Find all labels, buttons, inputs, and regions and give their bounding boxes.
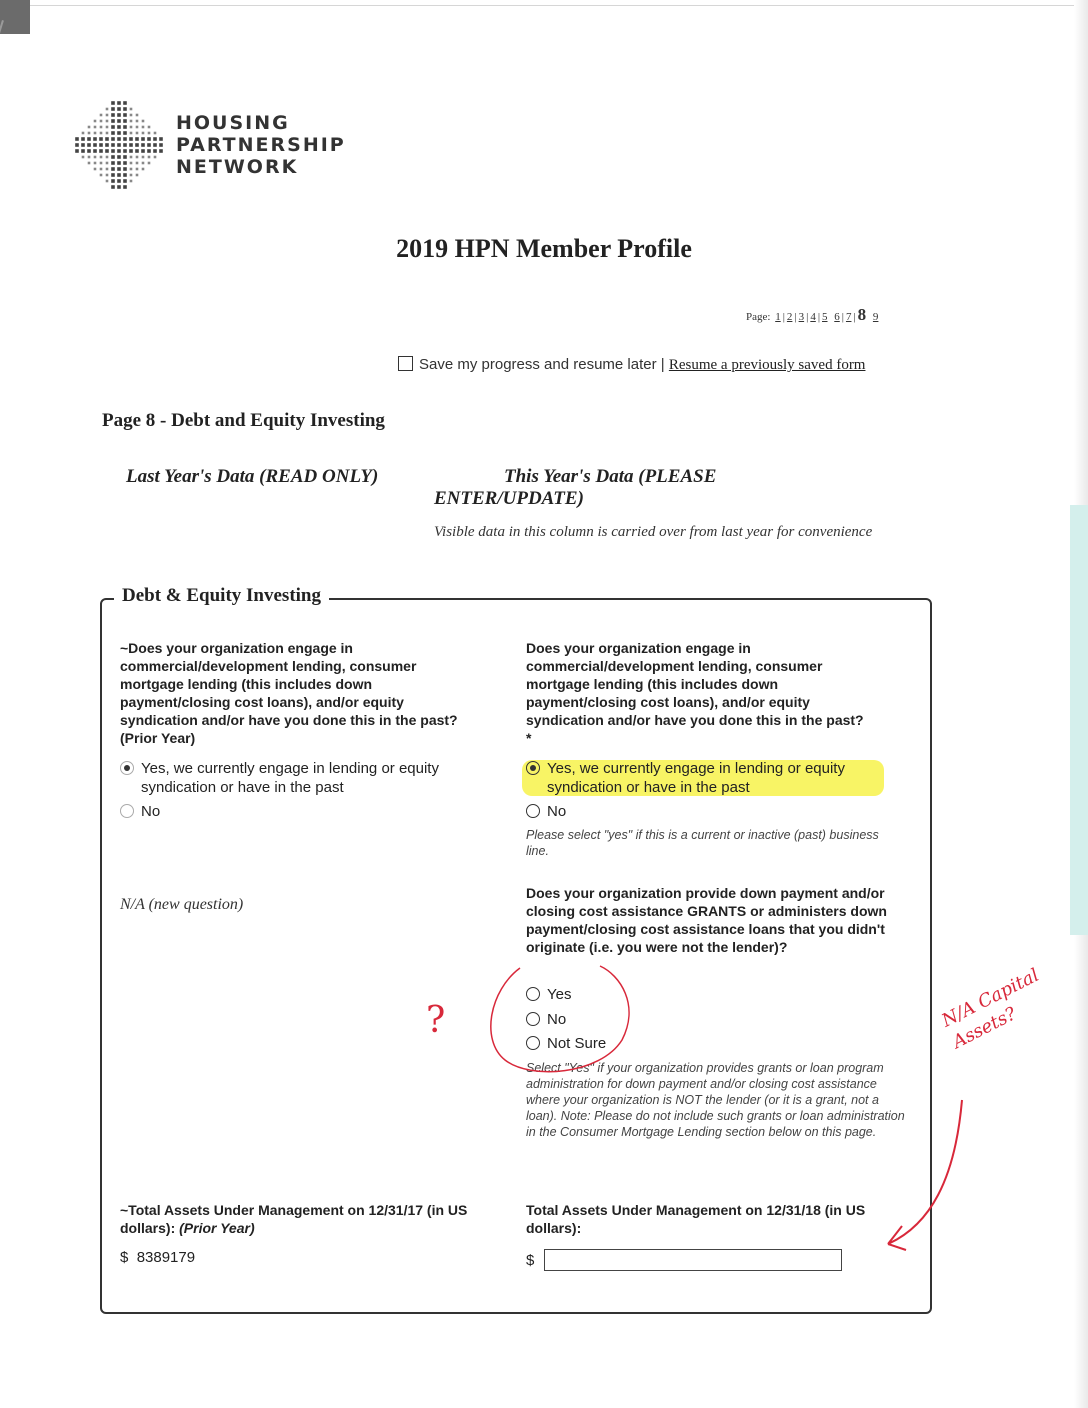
logo-dot bbox=[123, 179, 127, 183]
logo-dot bbox=[99, 137, 103, 141]
logo-dot bbox=[153, 149, 157, 153]
logo-dot bbox=[154, 132, 157, 135]
logo-dot bbox=[136, 126, 139, 129]
save-progress-checkbox[interactable] bbox=[398, 356, 413, 371]
logo-dot bbox=[100, 162, 103, 165]
logo-dot bbox=[94, 126, 97, 129]
logo-dot bbox=[153, 143, 157, 147]
logo-dot bbox=[130, 162, 133, 165]
logo-dot bbox=[111, 161, 115, 165]
logo-dot bbox=[142, 126, 145, 129]
logo-dot bbox=[99, 149, 103, 153]
logo-dot bbox=[94, 168, 97, 171]
logo-dot bbox=[111, 155, 115, 159]
logo-dot bbox=[136, 174, 139, 177]
this-year-column-header: This Year's Data (PLEASE ENTER/UPDATE) bbox=[434, 466, 717, 509]
page-link-4[interactable]: 4 bbox=[810, 311, 816, 323]
logo-dot bbox=[99, 143, 103, 147]
logo-dot bbox=[87, 137, 91, 141]
logo-dot bbox=[111, 113, 115, 117]
q3-current-currency: $ bbox=[526, 1252, 535, 1269]
pagination: Page: 1 | 2 | 3 | 4 | 5 6 | 7 | 8 9 bbox=[746, 305, 879, 324]
logo-dot bbox=[135, 143, 139, 147]
page-link-1[interactable]: 1 bbox=[775, 311, 781, 323]
logo-dot bbox=[130, 132, 133, 135]
logo-dot bbox=[100, 168, 103, 171]
logo-dot bbox=[159, 137, 163, 141]
q1-current-no-option[interactable] bbox=[526, 802, 726, 821]
page-link-2[interactable]: 2 bbox=[786, 311, 793, 323]
logo-dot bbox=[81, 143, 85, 147]
q2-current-label: Does your organization provide down payment and/or closing cost assistance GRANTS or administers down payment/closing cost assistance loans that you didn't originate (i.e. you were not the lender)? bbox=[526, 885, 887, 955]
logo-dot bbox=[148, 162, 151, 165]
logo-dot bbox=[136, 114, 139, 117]
resume-saved-form-link[interactable]: Resume a previously saved form bbox=[668, 357, 866, 373]
logo-dot bbox=[93, 143, 97, 147]
logo-dot bbox=[141, 149, 145, 153]
q1-prior-no-radio bbox=[120, 804, 134, 818]
logo-dot bbox=[154, 156, 157, 159]
save-progress-row bbox=[398, 356, 865, 374]
logo-dot bbox=[117, 167, 121, 171]
logo-dot bbox=[142, 120, 145, 123]
logo-dot bbox=[100, 114, 103, 117]
logo-dot bbox=[123, 101, 127, 105]
logo-dot bbox=[100, 132, 103, 135]
logo-dot bbox=[117, 173, 121, 177]
logo-dot bbox=[117, 131, 121, 135]
logo-dot bbox=[82, 156, 85, 159]
q3-prior-label-suffix: (Prior Year) bbox=[179, 1220, 255, 1236]
q3-prior-label-main: ~Total Assets Under Management on 12/31/17 (in US dollars): bbox=[120, 1202, 468, 1236]
logo-dot bbox=[141, 137, 145, 141]
scan-fold-line bbox=[0, 20, 4, 174]
logo-dot bbox=[142, 162, 145, 165]
logo-dot bbox=[142, 156, 145, 159]
logo-dot bbox=[106, 120, 109, 123]
logo-dot bbox=[94, 162, 97, 165]
total-assets-input[interactable] bbox=[544, 1249, 842, 1271]
logo-dot bbox=[106, 174, 109, 177]
logo-dot bbox=[130, 114, 133, 117]
logo-dot bbox=[117, 149, 121, 153]
logo-dot bbox=[88, 162, 91, 165]
logo-dot bbox=[117, 119, 121, 123]
logo-dot bbox=[135, 149, 139, 153]
logo-dot bbox=[105, 137, 109, 141]
logo-dot bbox=[129, 149, 133, 153]
logo-line-3: NETWORK bbox=[176, 156, 299, 178]
logo-dot bbox=[123, 131, 127, 135]
logo-dot bbox=[159, 143, 163, 147]
q1-current-yes-radio[interactable] bbox=[526, 761, 540, 775]
page-link-7[interactable]: 7 bbox=[845, 311, 852, 323]
pagination-label: Page: bbox=[746, 311, 771, 323]
logo-dot bbox=[123, 167, 127, 171]
scan-tab-strip bbox=[1070, 505, 1088, 935]
q2-yes-label[interactable]: Yes bbox=[547, 986, 572, 1003]
logo-dot bbox=[129, 143, 133, 147]
logo-dot bbox=[123, 173, 127, 177]
save-separator: | bbox=[660, 356, 665, 373]
logo-line-2: PARTNERSHIP bbox=[176, 134, 346, 156]
q1-current-no-label[interactable]: No bbox=[547, 803, 567, 820]
q2-no-option[interactable] bbox=[526, 1010, 726, 1029]
logo-dot bbox=[153, 137, 157, 141]
logo-dot bbox=[117, 185, 121, 189]
logo-dot bbox=[88, 156, 91, 159]
save-progress-label[interactable]: Save my progress and resume later bbox=[419, 356, 657, 373]
q1-current-yes-option[interactable] bbox=[526, 759, 896, 797]
logo-dot bbox=[136, 120, 139, 123]
logo-dot bbox=[111, 149, 115, 153]
logo-dot bbox=[136, 168, 139, 171]
q1-prior-no-option bbox=[120, 802, 320, 821]
logo-dot bbox=[87, 143, 91, 147]
this-year-column-note: Visible data in this column is carried over from last year for convenience bbox=[434, 524, 873, 540]
logo-dot bbox=[117, 137, 121, 141]
logo-dot bbox=[75, 149, 79, 153]
logo-dot bbox=[81, 149, 85, 153]
scan-top-edge bbox=[30, 5, 1088, 6]
q1-hint: Please select "yes" if this is a current or inactive (past) business line. bbox=[526, 828, 879, 858]
logo-dot bbox=[111, 173, 115, 177]
page-link-3[interactable]: 3 bbox=[798, 311, 805, 323]
q2-yes-radio[interactable] bbox=[526, 987, 540, 1001]
q1-prior-yes-label: Yes, we currently engage in lending or equity syndication or have in the past bbox=[141, 760, 439, 796]
logo-dot bbox=[82, 132, 85, 135]
logo-dot bbox=[111, 107, 115, 111]
q1-prior-yes-option bbox=[120, 759, 490, 797]
logo-dot bbox=[100, 120, 103, 123]
logo-dot bbox=[129, 137, 133, 141]
q2-not-sure-radio[interactable] bbox=[526, 1036, 540, 1050]
logo-dot bbox=[111, 131, 115, 135]
logo-dot bbox=[88, 132, 91, 135]
q3-prior-value: 8389179 bbox=[136, 1249, 196, 1266]
logo-dot bbox=[141, 143, 145, 147]
logo-dot bbox=[106, 114, 109, 117]
q1-prior-yes-radio bbox=[120, 761, 134, 775]
scan-corner-mark bbox=[0, 0, 30, 34]
logo-dot bbox=[159, 149, 163, 153]
page-link-9[interactable]: 9 bbox=[872, 311, 879, 323]
fieldset-legend: Debt & Equity Investing bbox=[114, 585, 329, 607]
logo-dot bbox=[117, 179, 121, 183]
logo-dot bbox=[106, 162, 109, 165]
logo-dot bbox=[130, 174, 133, 177]
q1-current-yes-label[interactable]: Yes, we currently engage in lending or equity syndication or have in the past bbox=[547, 760, 845, 796]
q3-current-label: Total Assets Under Management on 12/31/18 (in US dollars): bbox=[526, 1202, 866, 1236]
logo-dot bbox=[130, 180, 133, 183]
logo-dot bbox=[106, 168, 109, 171]
logo-dot bbox=[123, 107, 127, 111]
ink-question-mark: ? bbox=[426, 1000, 446, 1041]
q3-prior-currency: $ bbox=[120, 1249, 129, 1266]
logo-dot bbox=[123, 149, 127, 153]
logo-dot bbox=[136, 156, 139, 159]
logo-dot bbox=[117, 101, 121, 105]
logo-dot bbox=[148, 126, 151, 129]
q1-prior-no-label: No bbox=[141, 803, 161, 820]
logo-wordmark bbox=[176, 112, 346, 178]
logo-dot bbox=[81, 137, 85, 141]
logo-dot bbox=[123, 161, 127, 165]
logo-dot bbox=[130, 168, 133, 171]
q2-not-sure-option[interactable] bbox=[526, 1034, 726, 1053]
hpn-logo bbox=[74, 100, 164, 190]
q1-current-label: Does your organization engage in commercial/development lending, consumer mortgage lending (this includes down payment/closing cost loans), and/or equity syndication and/or have you done this in the past? * bbox=[526, 640, 864, 746]
logo-dot bbox=[123, 143, 127, 147]
logo-dot bbox=[111, 179, 115, 183]
logo-dot bbox=[148, 132, 151, 135]
logo-line-1: HOUSING bbox=[176, 112, 290, 134]
logo-dot bbox=[111, 119, 115, 123]
logo-dot bbox=[94, 132, 97, 135]
logo-dot bbox=[117, 125, 121, 129]
logo-dot bbox=[142, 168, 145, 171]
page-link-6[interactable]: 6 bbox=[834, 311, 840, 323]
page-heading: Page 8 - Debt and Equity Investing bbox=[102, 410, 385, 431]
logo-dot bbox=[111, 143, 115, 147]
logo-dot bbox=[147, 137, 151, 141]
logo-dot bbox=[123, 155, 127, 159]
logo-dot bbox=[147, 149, 151, 153]
logo-dot bbox=[87, 149, 91, 153]
logo-dot bbox=[135, 137, 139, 141]
logo-dot bbox=[105, 143, 109, 147]
page-current-8: 8 bbox=[857, 305, 867, 324]
logo-dot bbox=[100, 156, 103, 159]
logo-dot bbox=[117, 143, 121, 147]
q2-no-radio[interactable] bbox=[526, 1012, 540, 1026]
q2-not-sure-label[interactable]: Not Sure bbox=[547, 1035, 607, 1052]
logo-dot bbox=[117, 161, 121, 165]
logo-dot bbox=[93, 149, 97, 153]
logo-dot bbox=[123, 185, 127, 189]
logo-dot bbox=[106, 132, 109, 135]
logo-dot bbox=[111, 101, 115, 105]
logo-dot bbox=[130, 126, 133, 129]
logo-dot bbox=[136, 132, 139, 135]
logo-dot bbox=[94, 120, 97, 123]
logo-dot bbox=[123, 125, 127, 129]
last-year-column-header: Last Year's Data (READ ONLY) bbox=[126, 466, 379, 487]
logo-dot bbox=[105, 149, 109, 153]
logo-dot bbox=[94, 156, 97, 159]
logo-dot bbox=[111, 185, 115, 189]
q3-prior-amount bbox=[120, 1249, 195, 1266]
logo-dot bbox=[117, 113, 121, 117]
q3-prior-label bbox=[120, 1201, 480, 1237]
logo-dot bbox=[106, 156, 109, 159]
logo-dot bbox=[106, 180, 109, 183]
logo-dot bbox=[75, 143, 79, 147]
page-title: 2019 HPN Member Profile bbox=[396, 234, 692, 263]
q2-no-label[interactable]: No bbox=[547, 1011, 567, 1028]
logo-dot bbox=[123, 137, 127, 141]
margin-note: N/A Capital Assets? bbox=[938, 964, 1043, 1053]
q2-hint: Select "Yes" if your organization provides grants or loan program administration for down payment and/or closing cost assistance where your organization is NOT the lender (or it is a grant, not a loan). Note: Please do not include such grants or loan administration in the Consumer Mortgage Lending section below on this page. bbox=[526, 1061, 905, 1139]
page-link-5[interactable]: 5 bbox=[822, 311, 828, 323]
logo-dot bbox=[123, 119, 127, 123]
logo-dot bbox=[88, 126, 91, 129]
q1-prior-label: ~Does your organization engage in commercial/development lending, consumer mortgage lending (this includes down payment/closing cost loans), and/or equity syndication and/or have you done this in the past? (Prior Year) bbox=[120, 640, 458, 746]
logo-dot bbox=[100, 126, 103, 129]
logo-dot bbox=[100, 174, 103, 177]
logo-dot bbox=[130, 120, 133, 123]
logo-dot bbox=[106, 126, 109, 129]
logo-dot bbox=[93, 137, 97, 141]
q2-prior-value: N/A (new question) bbox=[120, 896, 244, 913]
q2-yes-option[interactable] bbox=[526, 985, 726, 1004]
logo-dot bbox=[111, 125, 115, 129]
logo-dot bbox=[111, 137, 115, 141]
logo-dot bbox=[142, 132, 145, 135]
logo-dot bbox=[117, 107, 121, 111]
logo-dot bbox=[117, 155, 121, 159]
logo-dot bbox=[136, 162, 139, 165]
logo-dot bbox=[106, 108, 109, 111]
logo-dot bbox=[130, 156, 133, 159]
logo-dot bbox=[147, 143, 151, 147]
q1-current-no-radio[interactable] bbox=[526, 804, 540, 818]
logo-dot bbox=[123, 113, 127, 117]
logo-dot bbox=[148, 156, 151, 159]
logo-dot bbox=[75, 137, 79, 141]
logo-dot bbox=[130, 108, 133, 111]
logo-dot bbox=[111, 167, 115, 171]
